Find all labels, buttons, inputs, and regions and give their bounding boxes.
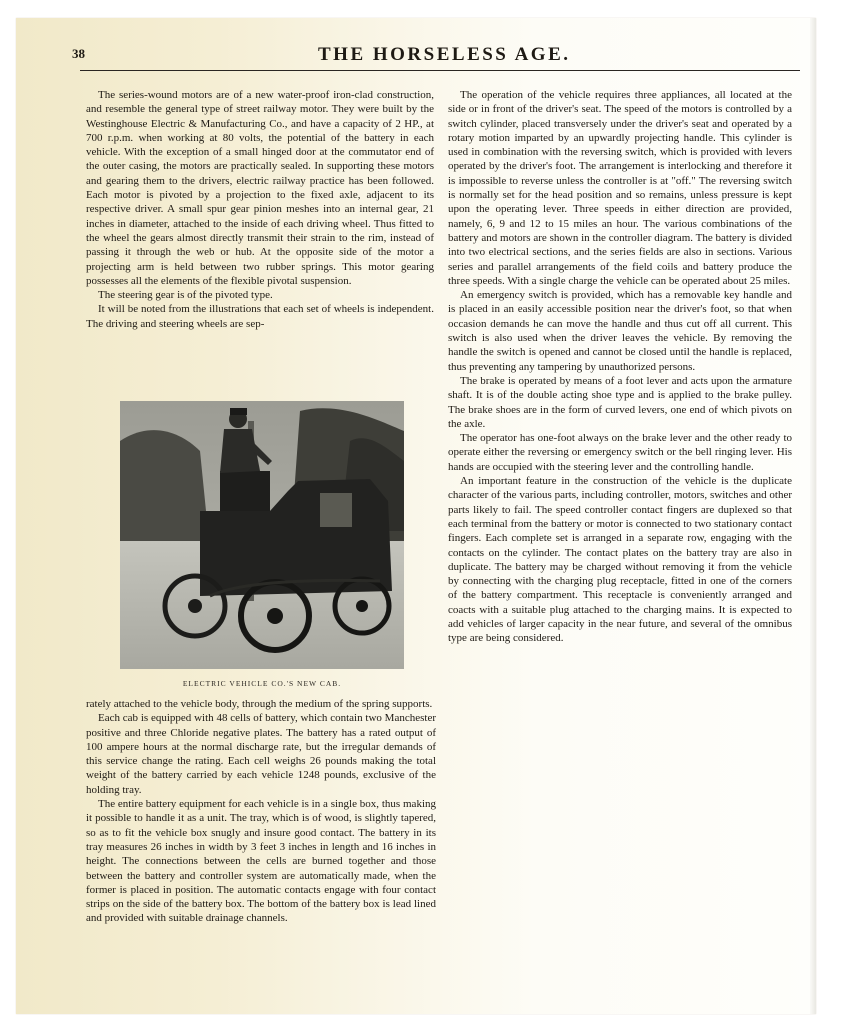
journal-title: THE HORSELESS AGE. (318, 44, 571, 65)
paragraph: The operation of the vehicle requires three appliances, all located at the side or in front of the driver's seat. The speed of the motors is controlled by a switch cylinder, placed transversely under the driver's seat and operated by a rotary motion imparted by an upwardly projecting handle. This cylinder is used in combination with the reversing switch, which is provided with levers operated by the driver's foot. The arrangement is interlocking and therefore it is impossible to reverse unless the controller is at "off." The reversing switch is normally set for the head position and so remains, unless pressure is kept upon the operating lever. Three speeds in either direction are provided, namely, 6, 9 and 12 to 15 miles an hour. The various combinations of the battery and motors are shown in the controller diagram. The battery is divided into two electrical sections, and the series fields are also in sections. Various series and parallel arrangements of the field coils and battery produce the three speeds. With a single charge the vehicle can be operated about 25 miles. (448, 89, 792, 287)
figure-caption: ELECTRIC VEHICLE CO.'S NEW CAB. (182, 679, 342, 688)
paragraph: The operator has one-foot always on the brake lever and the other ready to operate either the reversing or emergency switch or the bell ringing lever. His hands are occupied with the steering lever and the controlling handle. (448, 432, 792, 473)
paragraph: It will be noted from the illustrations that each set of wheels is independent. The driving and steering wheels are sep- (86, 303, 434, 330)
paragraph: The brake is operated by means of a foot lever and acts upon the armature shaft. It is of the double acting shoe type and is applied to the brake pulley. The brake shoes are in the form of curved levers, one end of which pivots on the axle. (448, 374, 792, 430)
left-column-top (86, 88, 434, 331)
paragraph: Each cab is equipped with 48 cells of battery, which contain two Manchester positive and three Chloride negative plates. The battery has a rated output of 100 ampere hours at the normal discharge rate, but the irregular demands of this service change the rating. Each cell weighs 26 pounds making the total weight of the battery carried by each vehicle 1248 pounds, exclusive of the holding tray. (86, 712, 436, 796)
paragraph: An important feature in the construction of the vehicle is the duplicate character of the various parts, including controller, motors, switches and other parts likely to fail. The speed controller contact fingers are duplexed so that each terminal from the battery or motor is connected to two stationary contact fingers. Each complete set is arranged in a separate row, engaging with the contacts on the cylinder. The contact plates on the battery tray are also in duplicate. The battery may be charged without removing it from the vehicle by connecting with the charging plug receptacle, fitted in one of the corners of the battery compartment. This receptacle is conveniently arranged and coacts with a suitable plug attached to the charging mains. It is expected to add vehicles of larger capacity in the near future, and several of the omnibus type are being considered. (448, 475, 792, 645)
left-column-bottom (86, 697, 436, 926)
header-rule (80, 70, 800, 71)
paragraph: The entire battery equipment for each vehicle is in a single box, thus making it possible to handle it as a unit. The tray, which is of wood, is slightly tapered, so as to fit the vehicle box snugly and insure good contact. The battery in its tray measures 26 inches in width by 3 feet 3 inches in length and 16 inches in height. The connections between the cells are burned together and those between the battery and controller system are automatically made, when the former is placed in position. The automatic contacts engage with four contact strips on the side of the battery box. The bottom of the battery box is lead lined and provided with suitable drainage channels. (86, 798, 436, 925)
cab-photograph (120, 401, 404, 669)
paragraph: The steering gear is of the pivoted type. (98, 289, 273, 302)
paragraph: An emergency switch is provided, which has a removable key handle and is placed in an easily accessible position near the driver's foot, so that when occasion demands he can move the handle and thus cut off all current. This switch is also used when the driver leaves the vehicle. By removing the handle the switch is opened and cannot be closed until the handle is replaced, thus preventing any tampering by unauthorized persons. (448, 289, 792, 373)
right-column (448, 88, 792, 646)
paragraph: The series-wound motors are of a new water-proof iron-clad construction, and resemble the general type of street railway motor. They were built by the Westinghouse Electric & Manufacturing Co., and have a capacity of 2 HP., at 700 r.p.m. when working at 80 volts, the potential of the battery in each vehicle. With the exception of a small hinged door at the commutator end of the outer casing, the motors are practically sealed. In supporting these motors and gearing them to the drivers, electric railway practice has been followed. Each motor is pivoted by a projection to the fixed axle, adjacent to its respective driver. A small spur gear pinion meshes into an internal gear, 21 inches in diameter, attached to the inside of each driving wheel. Thus fitted to the wheel the gears almost directly transmit their strain to the rim, instead of passing it through the web or hub. At the opposite side of the motor a projecting arm is held between two rubber springs. This motor gearing possesses all the elements of the flexible pivotal suspension. (86, 89, 434, 287)
electric-cab-illustration (120, 401, 404, 669)
paragraph: rately attached to the vehicle body, through the medium of the spring supports. (86, 698, 433, 710)
page-number: 38 (72, 46, 85, 61)
